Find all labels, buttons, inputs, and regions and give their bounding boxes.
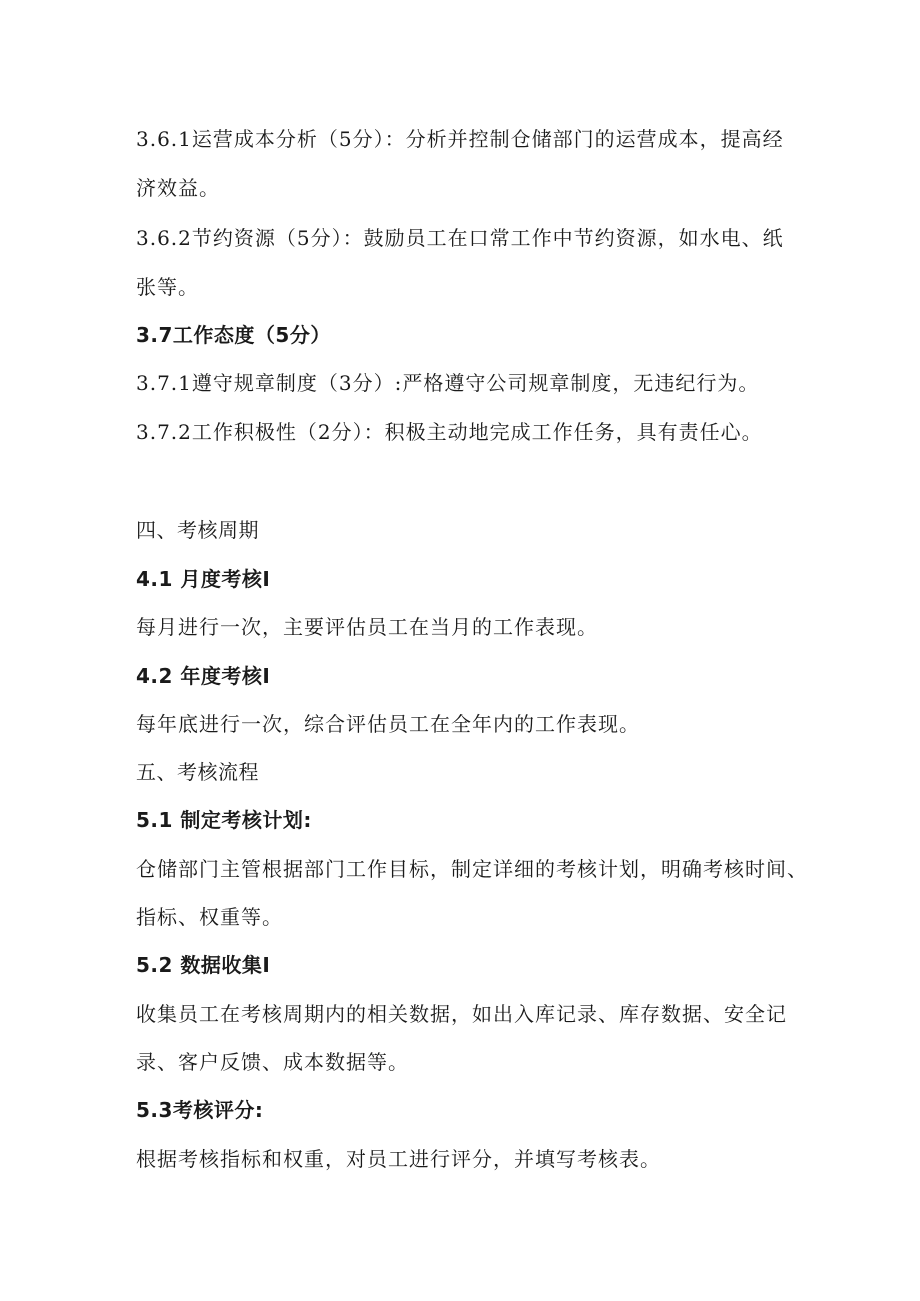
item-4-2-text: 每年底进行一次，综合评估员工在全年内的工作表现。 xyxy=(136,712,640,736)
item-3-6-1-line-2: 济效益。 xyxy=(136,176,220,200)
item-3-7-2: 3.7.2工作积极性（2分）：积极主动地完成工作任务，具有责任心。 xyxy=(136,420,763,444)
heading-4-2: 4.2 年度考核I xyxy=(136,664,271,688)
section-5-title: 五、考核流程 xyxy=(136,760,259,784)
heading-5-3: 5.3考核评分: xyxy=(136,1098,264,1122)
item-5-2-line-1: 收集员工在考核周期内的相关数据，如出入库记录、库存数据、安全记 xyxy=(136,1002,787,1026)
item-3-6-1-line-1: 3.6.1运营成本分析（5分）：分析并控制仓储部门的运营成本，提高经 xyxy=(136,127,784,151)
heading-5-1: 5.1 制定考核计划: xyxy=(136,808,312,832)
item-5-2-line-2: 录、客户反馈、成本数据等。 xyxy=(136,1050,409,1074)
heading-4-1: 4.1 月度考核I xyxy=(136,567,271,591)
item-3-6-2-line-2: 张等。 xyxy=(136,275,199,299)
item-5-1-line-2: 指标、权重等。 xyxy=(136,905,283,929)
item-5-1-line-1: 仓储部门主管根据部门工作目标，制定详细的考核计划，明确考核时间、 xyxy=(136,857,808,881)
item-3-7-1: 3.7.1遵守规章制度（3分）:严格遵守公司规章制度，无违纪行为。 xyxy=(136,371,760,395)
item-5-3-text: 根据考核指标和权重，对员工进行评分，并填写考核表。 xyxy=(136,1147,661,1171)
section-4-title: 四、考核周期 xyxy=(136,518,259,542)
heading-3-7: 3.7工作态度（5分） xyxy=(136,323,331,347)
item-4-1-text: 每月进行一次，主要评估员工在当月的工作表现。 xyxy=(136,615,598,639)
heading-5-2: 5.2 数据收集I xyxy=(136,953,271,977)
item-3-6-2-line-1: 3.6.2节约资源（5分）：鼓励员工在口常工作中节约资源，如水电、纸 xyxy=(136,226,784,250)
